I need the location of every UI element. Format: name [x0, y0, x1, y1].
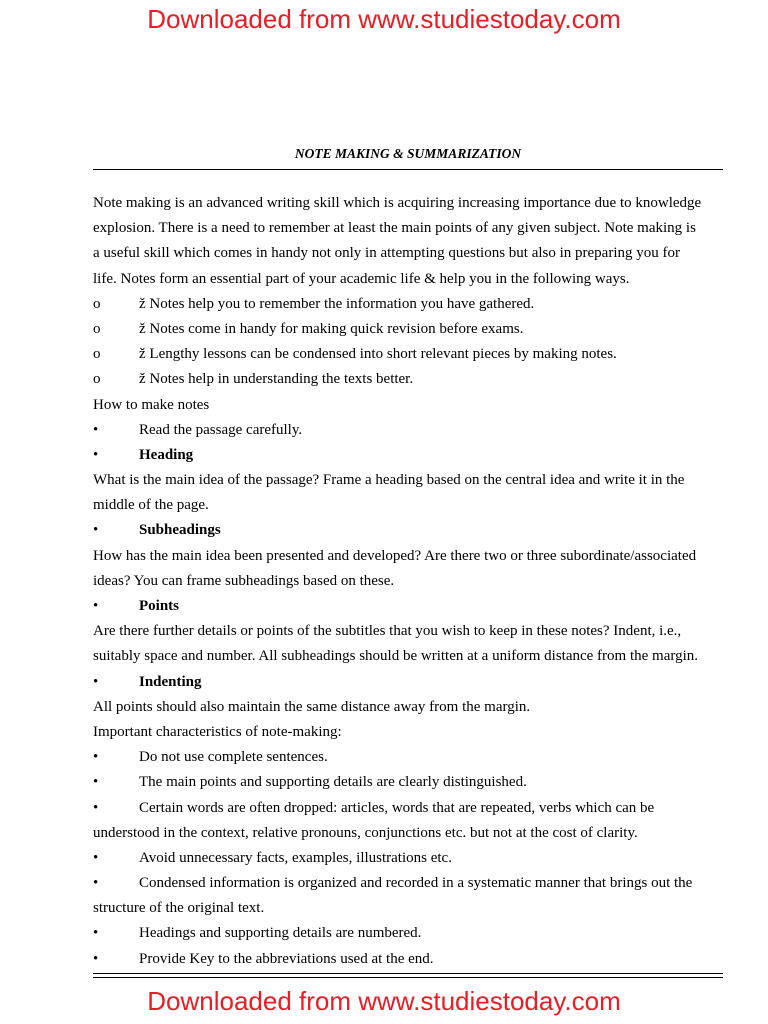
- sub-list-item: [93, 342, 723, 367]
- line-text: understood in the context, relative pronouns, conjunctions etc. but not at the cost of clarity.: [93, 824, 638, 841]
- bullet-list-item: [93, 443, 723, 468]
- bullet-marker: •: [93, 774, 99, 791]
- sub-list-item: [93, 317, 723, 342]
- circle-marker: o: [93, 371, 101, 388]
- paragraph-line: [93, 644, 723, 669]
- list-item-text: Certain words are often dropped: articles, words that are repeated, verbs which can be: [139, 799, 655, 816]
- paragraph-line: [93, 695, 723, 720]
- paragraph-line: [93, 216, 723, 241]
- bullet-marker: •: [93, 446, 99, 463]
- paragraph-line: [93, 493, 723, 518]
- line-text: Are there further details or points of the subtitles that you wish to keep in these notes? Indent, i.e.,: [93, 623, 682, 640]
- paragraph-line: [93, 821, 723, 846]
- section-heading: Subheadings: [139, 522, 221, 539]
- line-text: All points should also maintain the same distance away from the margin.: [93, 698, 531, 715]
- circle-marker: o: [93, 346, 101, 363]
- paragraph-line: [93, 241, 723, 266]
- bullet-marker: •: [93, 673, 99, 690]
- line-text: Important characteristics of note-making:: [93, 723, 342, 740]
- bullet-list-item: [93, 846, 723, 871]
- watermark-top: Downloaded from www.studiestoday.com: [147, 4, 621, 34]
- paragraph-line: [93, 267, 723, 292]
- line-text: life. Notes form an essential part of your academic life & help you in the following ways.: [93, 270, 630, 287]
- list-item-text: Read the passage carefully.: [139, 421, 303, 438]
- paragraph-line: [93, 544, 723, 569]
- footer-divider-bottom: [93, 977, 723, 978]
- watermark-bottom: Downloaded from www.studiestoday.com: [147, 986, 621, 1016]
- line-text: Note making is an advanced writing skill which is acquiring increasing importance due to knowledge: [93, 195, 702, 211]
- line-text: a useful skill which comes in handy not only in attempting questions but also in preparing you for: [93, 245, 680, 262]
- list-item-text: Avoid unnecessary facts, examples, illustrations etc.: [139, 849, 452, 866]
- line-text: explosion. There is a need to remember at least the main points of any given subject. Note making is: [93, 220, 696, 237]
- list-item-text: Do not use complete sentences.: [139, 749, 328, 766]
- list-item-text: ž Notes help in understanding the texts better.: [139, 371, 414, 388]
- bullet-list-item: [93, 670, 723, 695]
- paragraph-line: [93, 569, 723, 594]
- bullet-list-item: [93, 947, 723, 972]
- list-item-text: Headings and supporting details are numbered.: [139, 925, 422, 942]
- bullet-marker: •: [93, 522, 99, 539]
- footer-divider-top: [93, 973, 723, 974]
- bullet-list-item: [93, 770, 723, 795]
- bullet-marker: •: [93, 749, 99, 766]
- bullet-marker: •: [93, 950, 99, 967]
- bullet-marker: •: [93, 598, 99, 614]
- section-heading: Points: [139, 598, 180, 614]
- circle-marker: o: [93, 320, 101, 337]
- bullet-list-item: [93, 796, 723, 821]
- list-item-text: Provide Key to the abbreviations used at the end.: [139, 950, 434, 967]
- list-item-text: The main points and supporting details are clearly distinguished.: [139, 774, 527, 791]
- section-heading: Indenting: [139, 673, 202, 690]
- bullet-list-item: [93, 518, 723, 543]
- bullet-marker: •: [93, 421, 99, 438]
- document-body: [93, 191, 723, 972]
- paragraph-line: [93, 896, 723, 921]
- bullet-list-item: [93, 418, 723, 443]
- line-text: ideas? You can frame subheadings based on these.: [93, 572, 395, 589]
- bullet-marker: •: [93, 875, 99, 892]
- bullet-marker: •: [93, 799, 99, 816]
- sub-list-item: [93, 367, 723, 392]
- list-item-text: ž Notes come in handy for making quick revision before exams.: [139, 320, 524, 337]
- paragraph-line: [93, 468, 723, 493]
- bullet-marker: •: [93, 925, 99, 942]
- bullet-marker: •: [93, 849, 99, 866]
- line-text: structure of the original text.: [93, 900, 265, 917]
- bullet-list-item: [93, 594, 723, 619]
- line-text: suitably space and number. All subheadings should be written at a uniform distance from the margin.: [93, 648, 699, 665]
- line-text: middle of the page.: [93, 497, 209, 514]
- section-heading: Heading: [139, 446, 194, 463]
- sub-list-item: [93, 292, 723, 317]
- paragraph-line: [93, 191, 723, 216]
- bullet-list-item: [93, 871, 723, 896]
- paragraph-line: [93, 619, 723, 644]
- bullet-list-item: [93, 745, 723, 770]
- title-divider: [93, 169, 723, 170]
- circle-marker: o: [93, 295, 101, 312]
- line-text: What is the main idea of the passage? Frame a heading based on the central idea and write it in the: [93, 472, 685, 489]
- paragraph-line: [93, 393, 723, 418]
- bullet-list-item: [93, 921, 723, 946]
- paragraph-line: [93, 720, 723, 745]
- line-text: How has the main idea been presented and developed? Are there two or three subordinate/associated: [93, 547, 697, 564]
- list-item-text: ž Notes help you to remember the information you have gathered.: [139, 295, 535, 312]
- line-text: How to make notes: [93, 396, 210, 413]
- document-title: NOTE MAKING & SUMMARIZATION: [294, 146, 522, 161]
- list-item-text: Condensed information is organized and recorded in a systematic manner that brings out the: [139, 875, 693, 892]
- list-item-text: ž Lengthy lessons can be condensed into short relevant pieces by making notes.: [139, 346, 617, 363]
